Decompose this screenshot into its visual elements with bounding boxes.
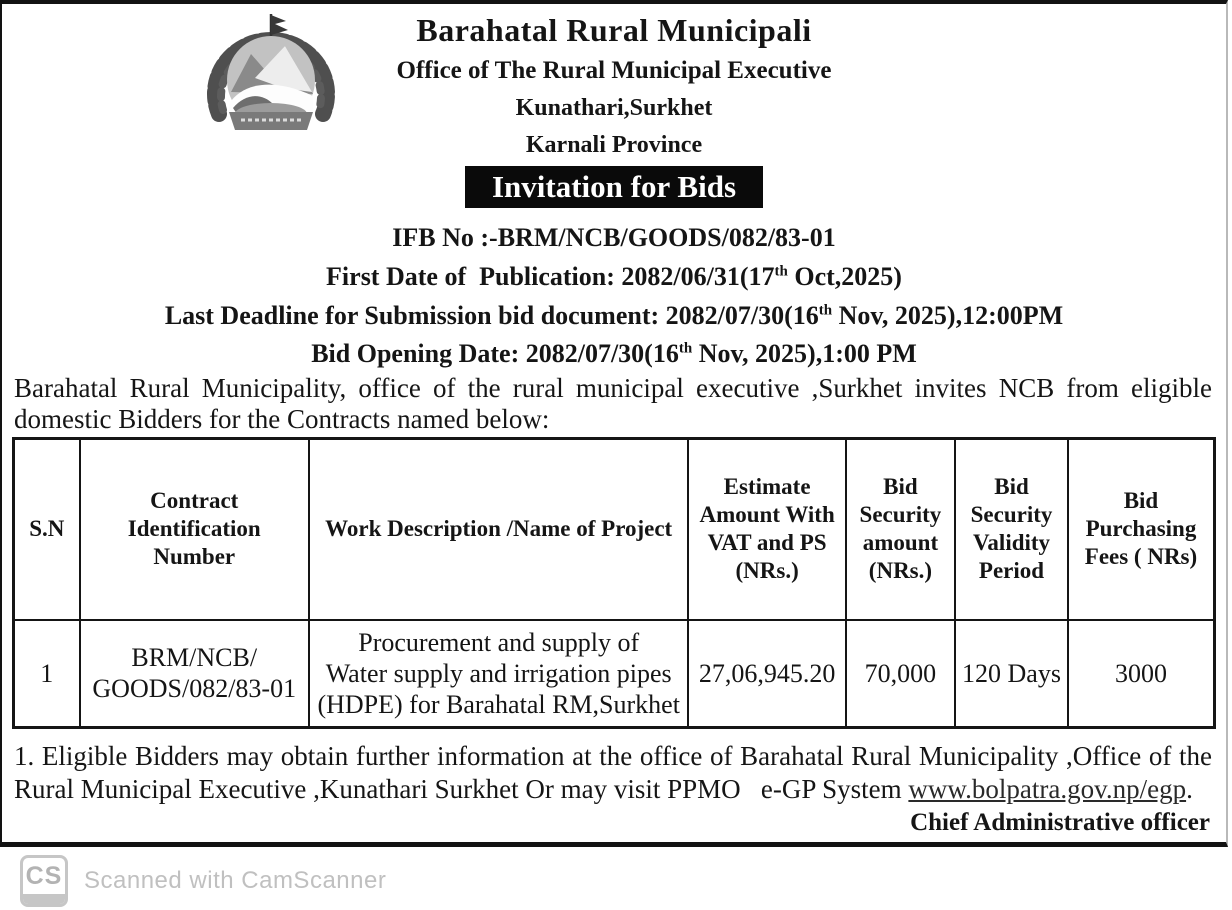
- bids-table: [12, 437, 1216, 729]
- note-period: .: [1186, 774, 1193, 804]
- work-description-line1: Procurement and supply of: [358, 627, 640, 657]
- column-header-contract-id: Contract Identification Number: [80, 439, 309, 620]
- camscanner-badge-base: [23, 894, 65, 904]
- contract-id-line1: BRM/NCB/: [131, 643, 258, 673]
- submission-deadline-tail: Nov, 2025),12:00PM: [832, 301, 1064, 330]
- column-header-work-description: Work Description /Name of Project: [309, 439, 689, 620]
- cell-purchasing-fees: 3000: [1068, 620, 1215, 728]
- publication-date-line: [2, 261, 1226, 293]
- cell-estimate-amount: 27,06,945.20: [688, 620, 845, 728]
- bid-opening-tail: Nov, 2025),1:00 PM: [692, 339, 917, 368]
- work-description-line3: (HDPE) for Barahatal RM,Surkhet: [317, 689, 680, 719]
- ordinal-suffix: th: [774, 263, 788, 280]
- ifb-number-line: IFB No :-BRM/NCB/GOODS/082/83-01: [392, 223, 836, 252]
- note-text: 1. Eligible Bidders may obtain further information at the office of Barahatal Rural Municipality ,Office of the Rural Municipal Executive ,Kunathari Surkhet Or may visit PPMO e-GP System: [14, 741, 1219, 804]
- nepal-emblem-logo: [195, 12, 347, 144]
- submission-deadline-text: Last Deadline for Submission bid document: 2082/07/30(16: [164, 301, 819, 330]
- submission-deadline-line: [2, 300, 1226, 332]
- invitation-banner-row: [2, 166, 1226, 208]
- work-description-line2: Water supply and irrigation pipes: [325, 658, 672, 688]
- cell-sn: 1: [14, 620, 80, 728]
- note-paragraph: [14, 740, 1219, 806]
- column-header-validity-period: Bid Security Validity Period: [955, 439, 1068, 620]
- invitation-for-bids-banner: Invitation for Bids: [465, 166, 763, 208]
- table-row: [14, 620, 1215, 728]
- cell-bid-security: 70,000: [846, 620, 955, 728]
- column-header-bid-security: Bid Security amount (NRs.): [846, 439, 955, 620]
- egp-system-link: www.bolpatra.gov.np/egp: [908, 774, 1187, 804]
- camscanner-logo-icon: [20, 855, 68, 907]
- column-header-purchasing-fees: Bid Purchasing Fees ( NRs): [1068, 439, 1215, 620]
- bid-opening-line: [2, 338, 1226, 370]
- column-header-sn: S.N: [14, 439, 80, 620]
- camscanner-watermark: [0, 852, 1232, 910]
- camscanner-badge-text: CS: [25, 861, 63, 890]
- signature-line: Chief Administrative officer: [910, 809, 1210, 836]
- location-line: Kunathari,Surkhet: [515, 95, 713, 121]
- ordinal-suffix: th: [818, 302, 833, 319]
- cell-work-description: [309, 620, 689, 728]
- contract-id-line2: GOODS/082/83-01: [92, 674, 297, 704]
- document-title: Barahatal Rural Municipali: [416, 12, 812, 48]
- ordinal-suffix: th: [678, 340, 693, 357]
- office-line: Office of The Rural Municipal Executive: [396, 57, 832, 84]
- camscanner-label: Scanned with CamScanner: [84, 867, 387, 894]
- publication-date-tail: Oct,2025): [787, 262, 902, 291]
- table-header-row: [14, 439, 1215, 620]
- intro-paragraph: Barahatal Rural Municipality, office of the rural municipal executive ,Surkhet invites NCB from eligible domestic Bidders for the Contracts named below:: [14, 373, 1212, 434]
- cell-contract-id: [80, 620, 309, 728]
- column-header-estimate-amount: Estimate Amount With VAT and PS (NRs.): [688, 439, 845, 620]
- publication-date-text: First Date of Publication: 2082/06/31(17: [326, 262, 775, 291]
- province-line: Karnali Province: [525, 132, 703, 158]
- bid-opening-text: Bid Opening Date: 2082/07/30(16: [311, 339, 679, 368]
- cell-validity-period: 120 Days: [955, 620, 1068, 728]
